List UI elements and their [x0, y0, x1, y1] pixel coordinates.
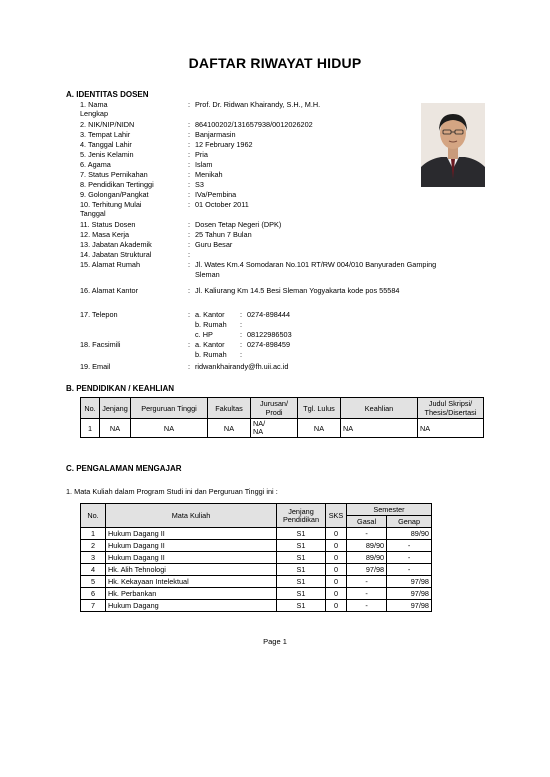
header-cell: No.: [81, 398, 100, 419]
cell-mata-kuliah: Hk. Perbankan: [106, 588, 277, 600]
row-colon: :: [188, 310, 191, 319]
cell-mata-kuliah: Hukum Dagang II: [106, 528, 277, 540]
cell-jenjang: S1: [277, 540, 326, 552]
cell-mata-kuliah: Hk. Alih Tehnologi: [106, 564, 277, 576]
cell-sks: 0: [326, 576, 347, 588]
table-row: [81, 528, 432, 540]
table-header-row: [81, 504, 432, 516]
row-label: 11. Status Dosen: [80, 220, 136, 229]
education-table: [80, 397, 484, 438]
cell-jenjang: S1: [277, 576, 326, 588]
table-row: [81, 419, 484, 438]
table-row: [81, 576, 432, 588]
row-value: 25 Tahun 7 Bulan: [195, 230, 252, 239]
row-value: Pria: [195, 150, 208, 159]
cell-mata-kuliah: Hukum Dagang: [106, 600, 277, 612]
row-value: Dosen Tetap Negeri (DPK): [195, 220, 282, 229]
cell-jenjang: S1: [277, 588, 326, 600]
cell-keahlian: NA: [341, 419, 418, 438]
row-value: Islam: [195, 160, 213, 169]
row-label: 14. Jabatan Struktural: [80, 250, 152, 259]
email-value: ridwankhairandy@fh.uii.ac.id: [195, 362, 289, 371]
row-colon: :: [240, 350, 243, 359]
row-value: S3: [195, 180, 204, 189]
row-value: IVa/Pembina: [195, 190, 237, 199]
header-cell: Genap: [387, 516, 432, 528]
row-colon: :: [188, 362, 191, 371]
row-label: 9. Golongan/Pangkat: [80, 190, 149, 199]
page-number: Page 1: [263, 637, 287, 646]
row-label: 16. Alamat Kantor: [80, 286, 139, 295]
cell-genap: 97/98: [387, 588, 432, 600]
cell-no: 6: [81, 588, 106, 600]
cell-gasal: 89/90: [347, 552, 387, 564]
row-colon: :: [240, 310, 243, 319]
row-colon: :: [188, 240, 191, 249]
row-colon: :: [188, 190, 191, 199]
row-value: 12 February 1962: [195, 140, 253, 149]
cell-no: 1: [81, 419, 100, 438]
cell-gasal: -: [347, 588, 387, 600]
cell-tgl-lulus: NA: [298, 419, 341, 438]
row-colon: :: [188, 250, 191, 259]
row-label-line2: Tanggal: [80, 209, 106, 218]
row-colon: :: [188, 130, 191, 139]
cell-judul: NA: [418, 419, 484, 438]
cell-genap: 97/98: [387, 600, 432, 612]
cell-no: 5: [81, 576, 106, 588]
table-header-row: [81, 398, 484, 419]
row-label-line2: Lengkap: [80, 109, 108, 118]
row-label: 13. Jabatan Akademik: [80, 240, 152, 249]
cell-jenjang: S1: [277, 600, 326, 612]
cell-genap: -: [387, 552, 432, 564]
row-label: 5. Jenis Kelamin: [80, 150, 134, 159]
row-label: 15. Alamat Rumah: [80, 260, 141, 269]
cell-mata-kuliah: Hk. Kekayaan Intelektual: [106, 576, 277, 588]
cell-genap: -: [387, 564, 432, 576]
row-colon: :: [188, 340, 191, 349]
cell-fakultas: NA: [208, 419, 251, 438]
header-cell: Jenjang Pendidikan: [277, 504, 326, 528]
row-label: 18. Facsimili: [80, 340, 121, 349]
row-label: 4. Tanggal Lahir: [80, 140, 132, 149]
phone-kind: c. HP: [195, 330, 213, 339]
row-value: Banjarmasin: [195, 130, 236, 139]
cell-gasal: -: [347, 576, 387, 588]
cell-no: 2: [81, 540, 106, 552]
cell-jurusan-line2: NA: [253, 427, 264, 436]
header-cell: Keahlian: [341, 398, 418, 419]
cell-perguruan-tinggi: NA: [131, 419, 208, 438]
row-label: 12. Masa Kerja: [80, 230, 130, 239]
row-colon: :: [188, 180, 191, 189]
header-cell: Mata Kuliah: [106, 504, 277, 528]
table-row: [81, 564, 432, 576]
cell-sks: 0: [326, 552, 347, 564]
cell-sks: 0: [326, 528, 347, 540]
cell-gasal: -: [347, 528, 387, 540]
cell-sks: 0: [326, 588, 347, 600]
cell-mata-kuliah: Hukum Dagang II: [106, 552, 277, 564]
row-colon: :: [240, 330, 243, 339]
cell-jenjang: NA: [100, 419, 131, 438]
fax-number: 0274-898459: [247, 340, 291, 349]
table-row: [81, 600, 432, 612]
row-value-line2: Sleman: [195, 270, 220, 279]
header-cell: Gasal: [347, 516, 387, 528]
row-label: 3. Tempat Lahir: [80, 130, 131, 139]
phone-kind: b. Rumah: [195, 320, 227, 329]
row-value: Jl. Kaliurang Km 14.5 Besi Sleman Yogyakarta kode pos 55584: [195, 286, 400, 295]
cell-no: 3: [81, 552, 106, 564]
row-colon: :: [188, 260, 191, 269]
row-label: 7. Status Pernikahan: [80, 170, 148, 179]
cell-no: 4: [81, 564, 106, 576]
cell-jenjang: S1: [277, 528, 326, 540]
table-row: [81, 552, 432, 564]
row-colon: :: [188, 200, 191, 209]
row-label: 10. Terhitung Mulai: [80, 200, 142, 209]
row-colon: :: [188, 100, 191, 109]
cell-genap: -: [387, 540, 432, 552]
cell-genap: 89/90: [387, 528, 432, 540]
row-label: 6. Agama: [80, 160, 111, 169]
row-value: Guru Besar: [195, 240, 233, 249]
row-value: 864100202/131657938/0012026202: [195, 120, 313, 129]
header-cell: SKS: [326, 504, 347, 528]
header-cell: Jurusan/ Prodi: [251, 398, 298, 419]
header-cell: Fakultas: [208, 398, 251, 419]
row-label: 1. Nama: [80, 100, 108, 109]
fax-kind: a. Kantor: [195, 340, 225, 349]
row-colon: :: [188, 220, 191, 229]
fax-kind: b. Rumah: [195, 350, 227, 359]
cell-mata-kuliah: Hukum Dagang II: [106, 540, 277, 552]
cell-jurusan: [251, 419, 298, 438]
section-b-heading: B. PENDIDIKAN / KEAHLIAN: [66, 384, 175, 393]
row-value: 01 October 2011: [195, 200, 249, 209]
row-label: 8. Pendidikan Tertinggi: [80, 180, 154, 189]
header-cell: Semester: [347, 504, 432, 516]
row-label: 17. Telepon: [80, 310, 118, 319]
row-colon: :: [188, 286, 191, 295]
row-colon: :: [188, 150, 191, 159]
table-row: [81, 540, 432, 552]
cell-sks: 0: [326, 564, 347, 576]
row-colon: :: [240, 320, 243, 329]
profile-photo: [421, 103, 485, 187]
cell-jenjang: S1: [277, 564, 326, 576]
header-cell: Tgl. Lulus: [298, 398, 341, 419]
cell-no: 7: [81, 600, 106, 612]
phone-kind: a. Kantor: [195, 310, 225, 319]
cell-gasal: 97/98: [347, 564, 387, 576]
row-value: Prof. Dr. Ridwan Khairandy, S.H., M.H.: [195, 100, 321, 109]
section-c-heading: C. PENGALAMAN MENGAJAR: [66, 464, 182, 473]
cell-sks: 0: [326, 600, 347, 612]
row-colon: :: [188, 140, 191, 149]
row-colon: :: [188, 120, 191, 129]
row-colon: :: [188, 230, 191, 239]
row-colon: :: [188, 160, 191, 169]
phone-number: 08122986503: [247, 330, 292, 339]
page-title: DAFTAR RIWAYAT HIDUP: [188, 55, 362, 71]
cell-genap: 97/98: [387, 576, 432, 588]
phone-number: 0274-898444: [247, 310, 291, 319]
row-label: 19. Email: [80, 362, 111, 371]
row-label: 2. NIK/NIP/NIDN: [80, 120, 135, 129]
section-c-subheading: 1. Mata Kuliah dalam Program Studi ini dan Perguruan Tinggi ini :: [66, 487, 278, 496]
section-a-heading: A. IDENTITAS DOSEN: [66, 90, 149, 99]
row-colon: :: [188, 170, 191, 179]
row-colon: :: [240, 340, 243, 349]
cell-sks: 0: [326, 540, 347, 552]
row-value: Menikah: [195, 170, 223, 179]
row-value: Jl. Wates Km.4 Somodaran No.101 RT/RW 004/010 Banyuraden Gamping: [195, 260, 437, 269]
header-cell: No.: [81, 504, 106, 528]
cell-gasal: -: [347, 600, 387, 612]
header-cell: Jenjang: [100, 398, 131, 419]
teaching-table: [80, 503, 432, 612]
cell-gasal: 89/90: [347, 540, 387, 552]
table-row: [81, 588, 432, 600]
cell-no: 1: [81, 528, 106, 540]
portrait-image: [421, 103, 485, 187]
header-cell: Judul Skripsi/ Thesis/Disertasi: [418, 398, 484, 419]
cell-jenjang: S1: [277, 552, 326, 564]
header-cell: Perguruan Tinggi: [131, 398, 208, 419]
cell-jurusan-line1: NA/: [253, 419, 266, 428]
